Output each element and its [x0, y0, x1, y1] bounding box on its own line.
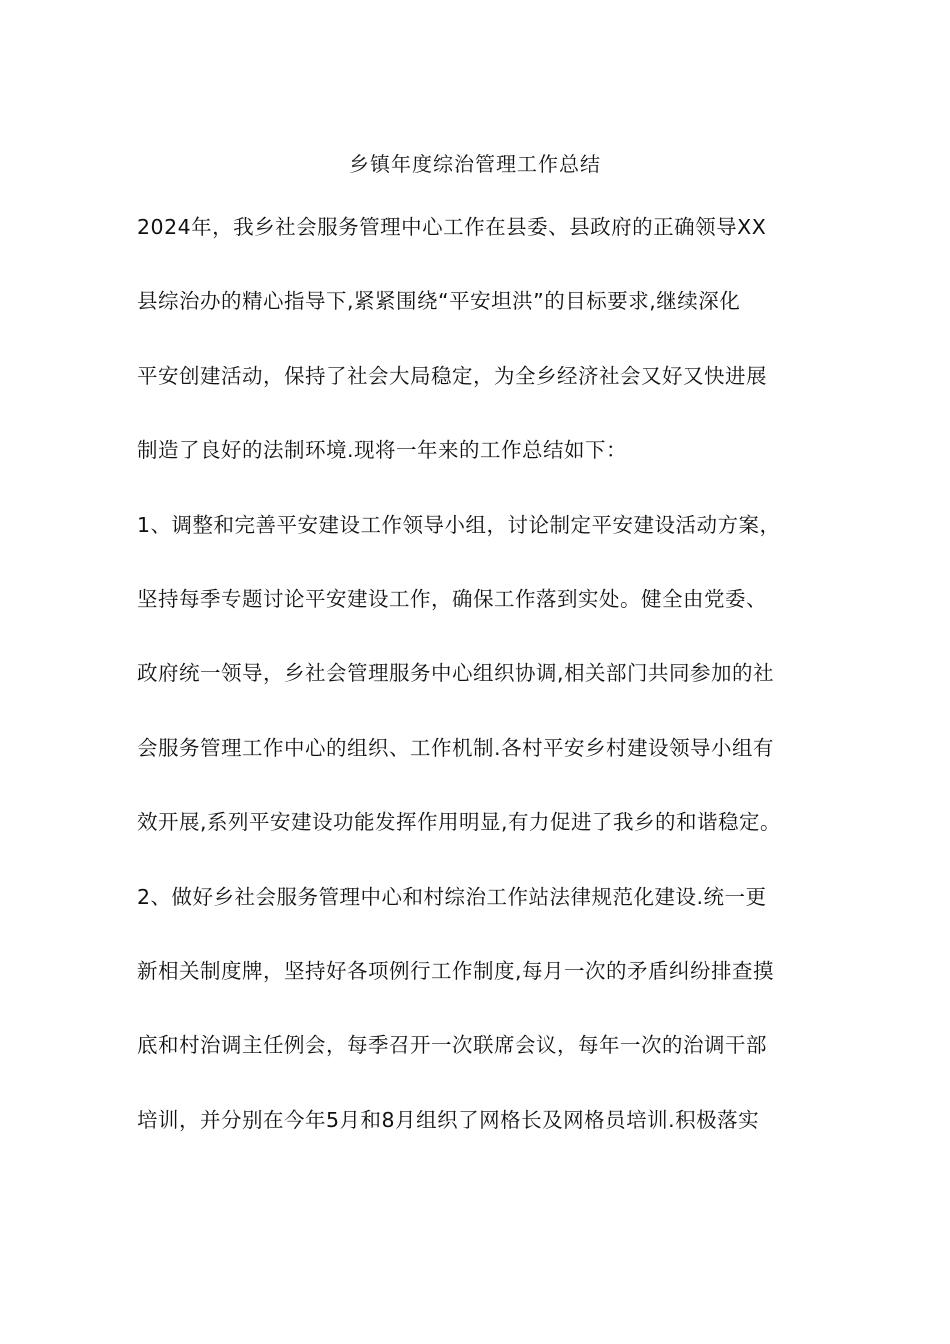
body-line: 培训，并分别在今年5月和8月组织了网格长及网格员培训.积极落实 [137, 1107, 760, 1132]
body-line: 效开展,系列平安建设功能发挥作用明显,有力促进了我乡的和谐稳定。 [137, 810, 782, 835]
body-line: 县综治办的精心指导下,紧紧围绕“平安坦洪”的目标要求,继续深化 [137, 289, 741, 314]
body-line: 坚持每季专题讨论平安建设工作，确保工作落到实处。健全由党委、 [137, 586, 767, 611]
body-line: 制造了良好的法制环境.现将一年来的工作总结如下： [137, 438, 628, 463]
body-line: 2024年，我乡社会服务管理中心工作在县委、县政府的正确领导XX [137, 215, 767, 239]
body-line: 平安创建活动，保持了社会大局稳定，为全乡经济社会又好又快进展 [137, 363, 767, 388]
body-line: 会服务管理工作中心的组织、工作机制.各村平安乡村建设领导小组有 [137, 735, 775, 760]
body-line: 2、做好乡社会服务管理中心和村综治工作站法律规范化建设.统一更 [137, 884, 767, 909]
document-body [137, 210, 817, 1177]
document-title: 乡镇年度综治管理工作总结 [349, 152, 601, 176]
body-line: 新相关制度牌，坚持好各项例行工作制度,每月一次的矛盾纠纷排查摸 [137, 958, 775, 983]
body-line: 政府统一领导，乡社会管理服务中心组织协调,相关部门共同参加的社 [137, 661, 775, 686]
body-line: 1、调整和完善平安建设工作领导小组，讨论制定平安建设活动方案， [137, 512, 781, 537]
body-line: 底和村治调主任例会，每季召开一次联席会议，每年一次的治调干部 [137, 1033, 767, 1058]
